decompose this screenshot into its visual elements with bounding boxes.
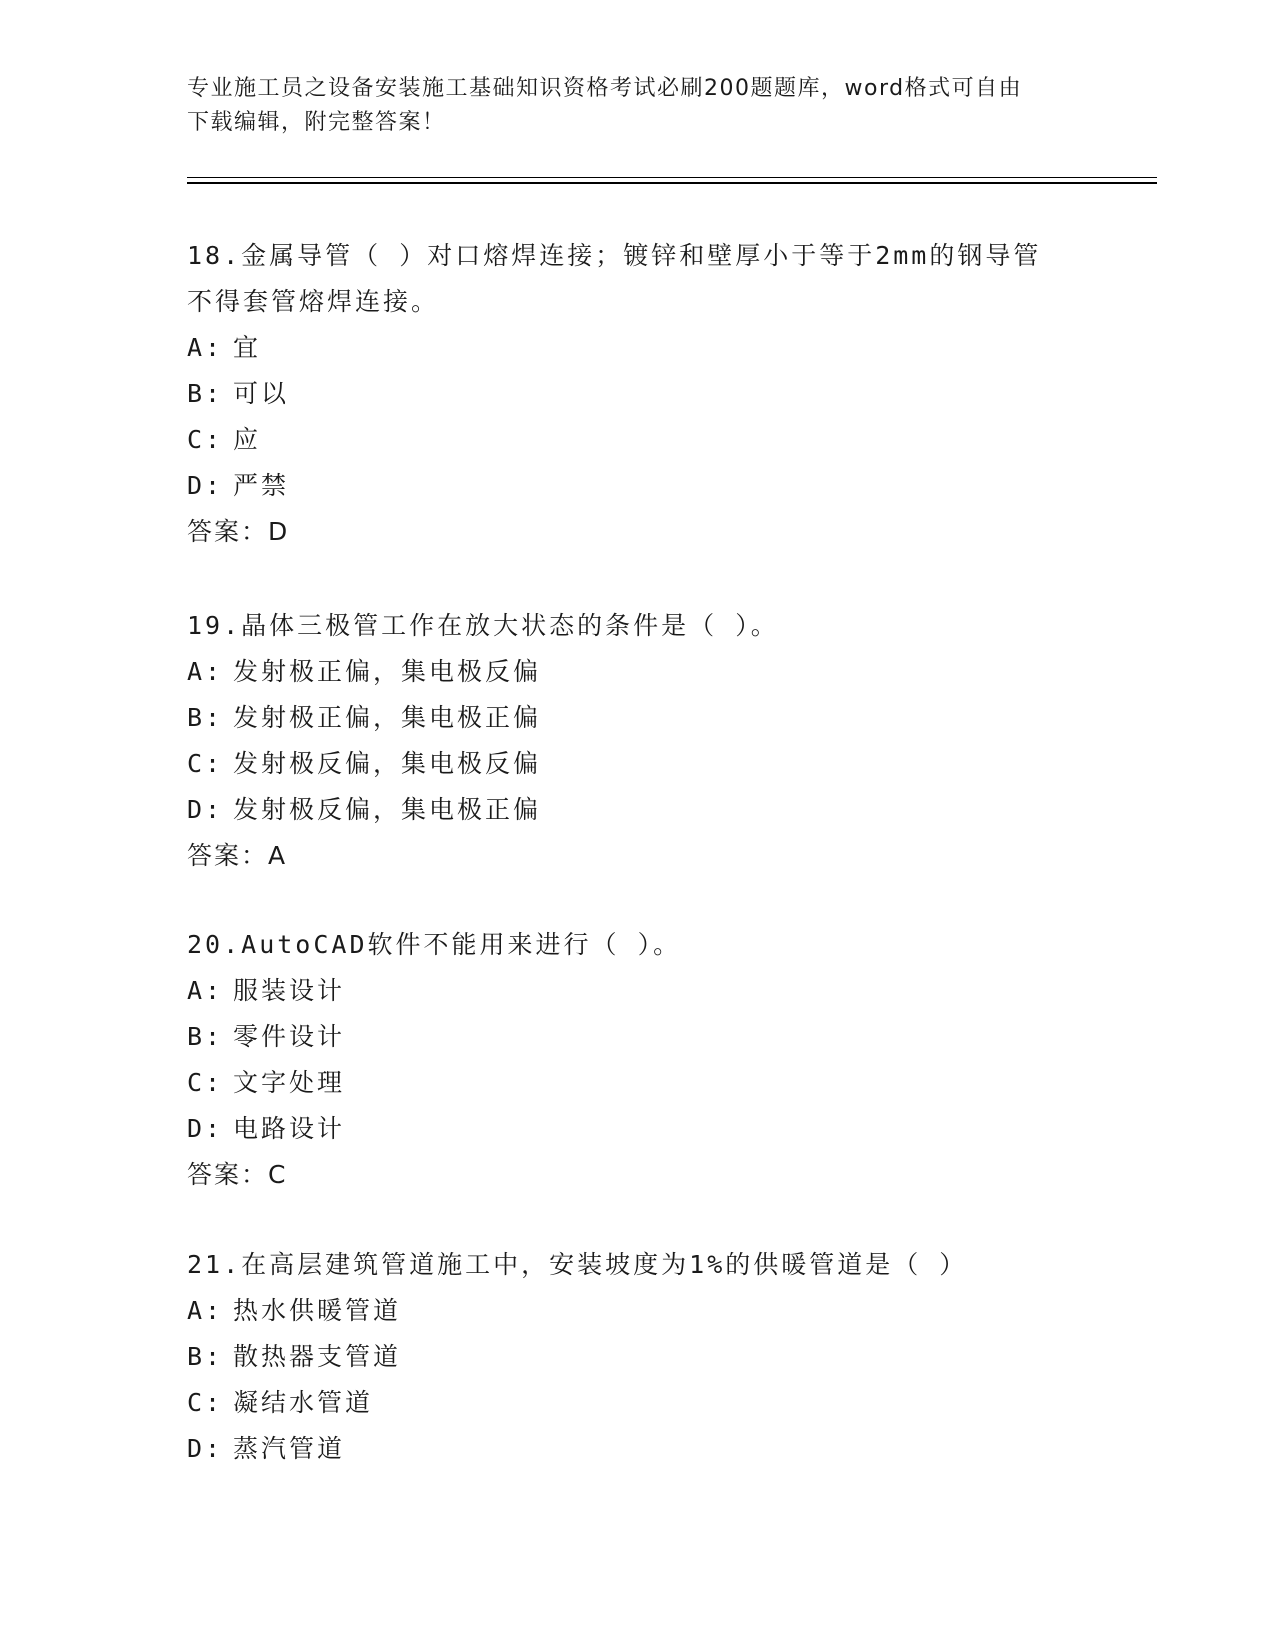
- option-letter: D:: [187, 1114, 224, 1143]
- option-text: 可以: [233, 379, 290, 408]
- option-letter: B:: [187, 703, 224, 732]
- question-stem-line-1: 20.AutoCAD软件不能用来进行（ ）。: [187, 930, 682, 959]
- option-text: 蒸汽管道: [233, 1434, 346, 1463]
- document-header: [187, 72, 1087, 140]
- question-stem-line-2: 不得套管熔焊连接。: [187, 287, 440, 316]
- option-a: [187, 968, 1067, 1014]
- question-18: [187, 233, 1067, 555]
- option-text: 凝结水管道: [233, 1388, 374, 1417]
- option-letter: A:: [187, 1296, 224, 1325]
- option-text: 发射极反偏，集电极正偏: [233, 795, 542, 824]
- option-text: 应: [233, 425, 262, 454]
- option-text: 宜: [233, 333, 262, 362]
- question-stem-line-1: 18.金属导管（ ）对口熔焊连接；镀锌和壁厚小于等于2mm的钢导管: [187, 241, 1042, 270]
- option-text: 服装设计: [233, 976, 346, 1005]
- option-text: 零件设计: [233, 1022, 346, 1051]
- option-letter: D:: [187, 795, 224, 824]
- option-b: [187, 1334, 1067, 1380]
- option-letter: D:: [187, 471, 224, 500]
- option-a: [187, 649, 1067, 695]
- question-20: [187, 922, 1067, 1198]
- option-a: [187, 1288, 1067, 1334]
- option-c: [187, 417, 1067, 463]
- option-text: 电路设计: [233, 1114, 346, 1143]
- option-text: 发射极正偏，集电极正偏: [233, 703, 542, 732]
- option-text: 严禁: [233, 471, 290, 500]
- question-21: [187, 1242, 1067, 1472]
- option-b: [187, 371, 1067, 417]
- option-d: [187, 1106, 1067, 1152]
- option-d: [187, 1426, 1067, 1472]
- question-19: [187, 603, 1067, 879]
- option-letter: D:: [187, 1434, 224, 1463]
- answer-line: 答案：A: [187, 841, 288, 870]
- option-letter: A:: [187, 976, 224, 1005]
- option-c: [187, 1380, 1067, 1426]
- option-a: [187, 325, 1067, 371]
- header-line-1: 专业施工员之设备安装施工基础知识资格考试必刷200题题库，word格式可自由: [187, 76, 1023, 101]
- option-text: 发射极正偏，集电极反偏: [233, 657, 542, 686]
- option-letter: C:: [187, 1068, 224, 1097]
- answer-line: 答案：D: [187, 517, 290, 546]
- option-d: [187, 463, 1067, 509]
- option-letter: B:: [187, 1022, 224, 1051]
- option-text: 热水供暖管道: [233, 1296, 402, 1325]
- option-text: 发射极反偏，集电极反偏: [233, 749, 542, 778]
- option-b: [187, 695, 1067, 741]
- option-letter: C:: [187, 1388, 224, 1417]
- option-c: [187, 741, 1067, 787]
- option-letter: A:: [187, 657, 224, 686]
- option-letter: C:: [187, 749, 224, 778]
- option-c: [187, 1060, 1067, 1106]
- header-line-2: 下载编辑，附完整答案！: [187, 110, 446, 135]
- option-text: 散热器支管道: [233, 1342, 402, 1371]
- option-d: [187, 787, 1067, 833]
- option-letter: B:: [187, 1342, 224, 1371]
- option-letter: C:: [187, 425, 224, 454]
- option-text: 文字处理: [233, 1068, 346, 1097]
- header-divider-thick: [187, 182, 1157, 184]
- answer-line: 答案：C: [187, 1160, 288, 1189]
- header-divider-thin: [187, 177, 1157, 178]
- option-letter: A:: [187, 333, 224, 362]
- question-stem-line-1: 21.在高层建筑管道施工中，安装坡度为1%的供暖管道是（ ）: [187, 1250, 968, 1279]
- option-letter: B:: [187, 379, 224, 408]
- option-b: [187, 1014, 1067, 1060]
- question-stem-line-1: 19.晶体三极管工作在放大状态的条件是（ ）。: [187, 611, 779, 640]
